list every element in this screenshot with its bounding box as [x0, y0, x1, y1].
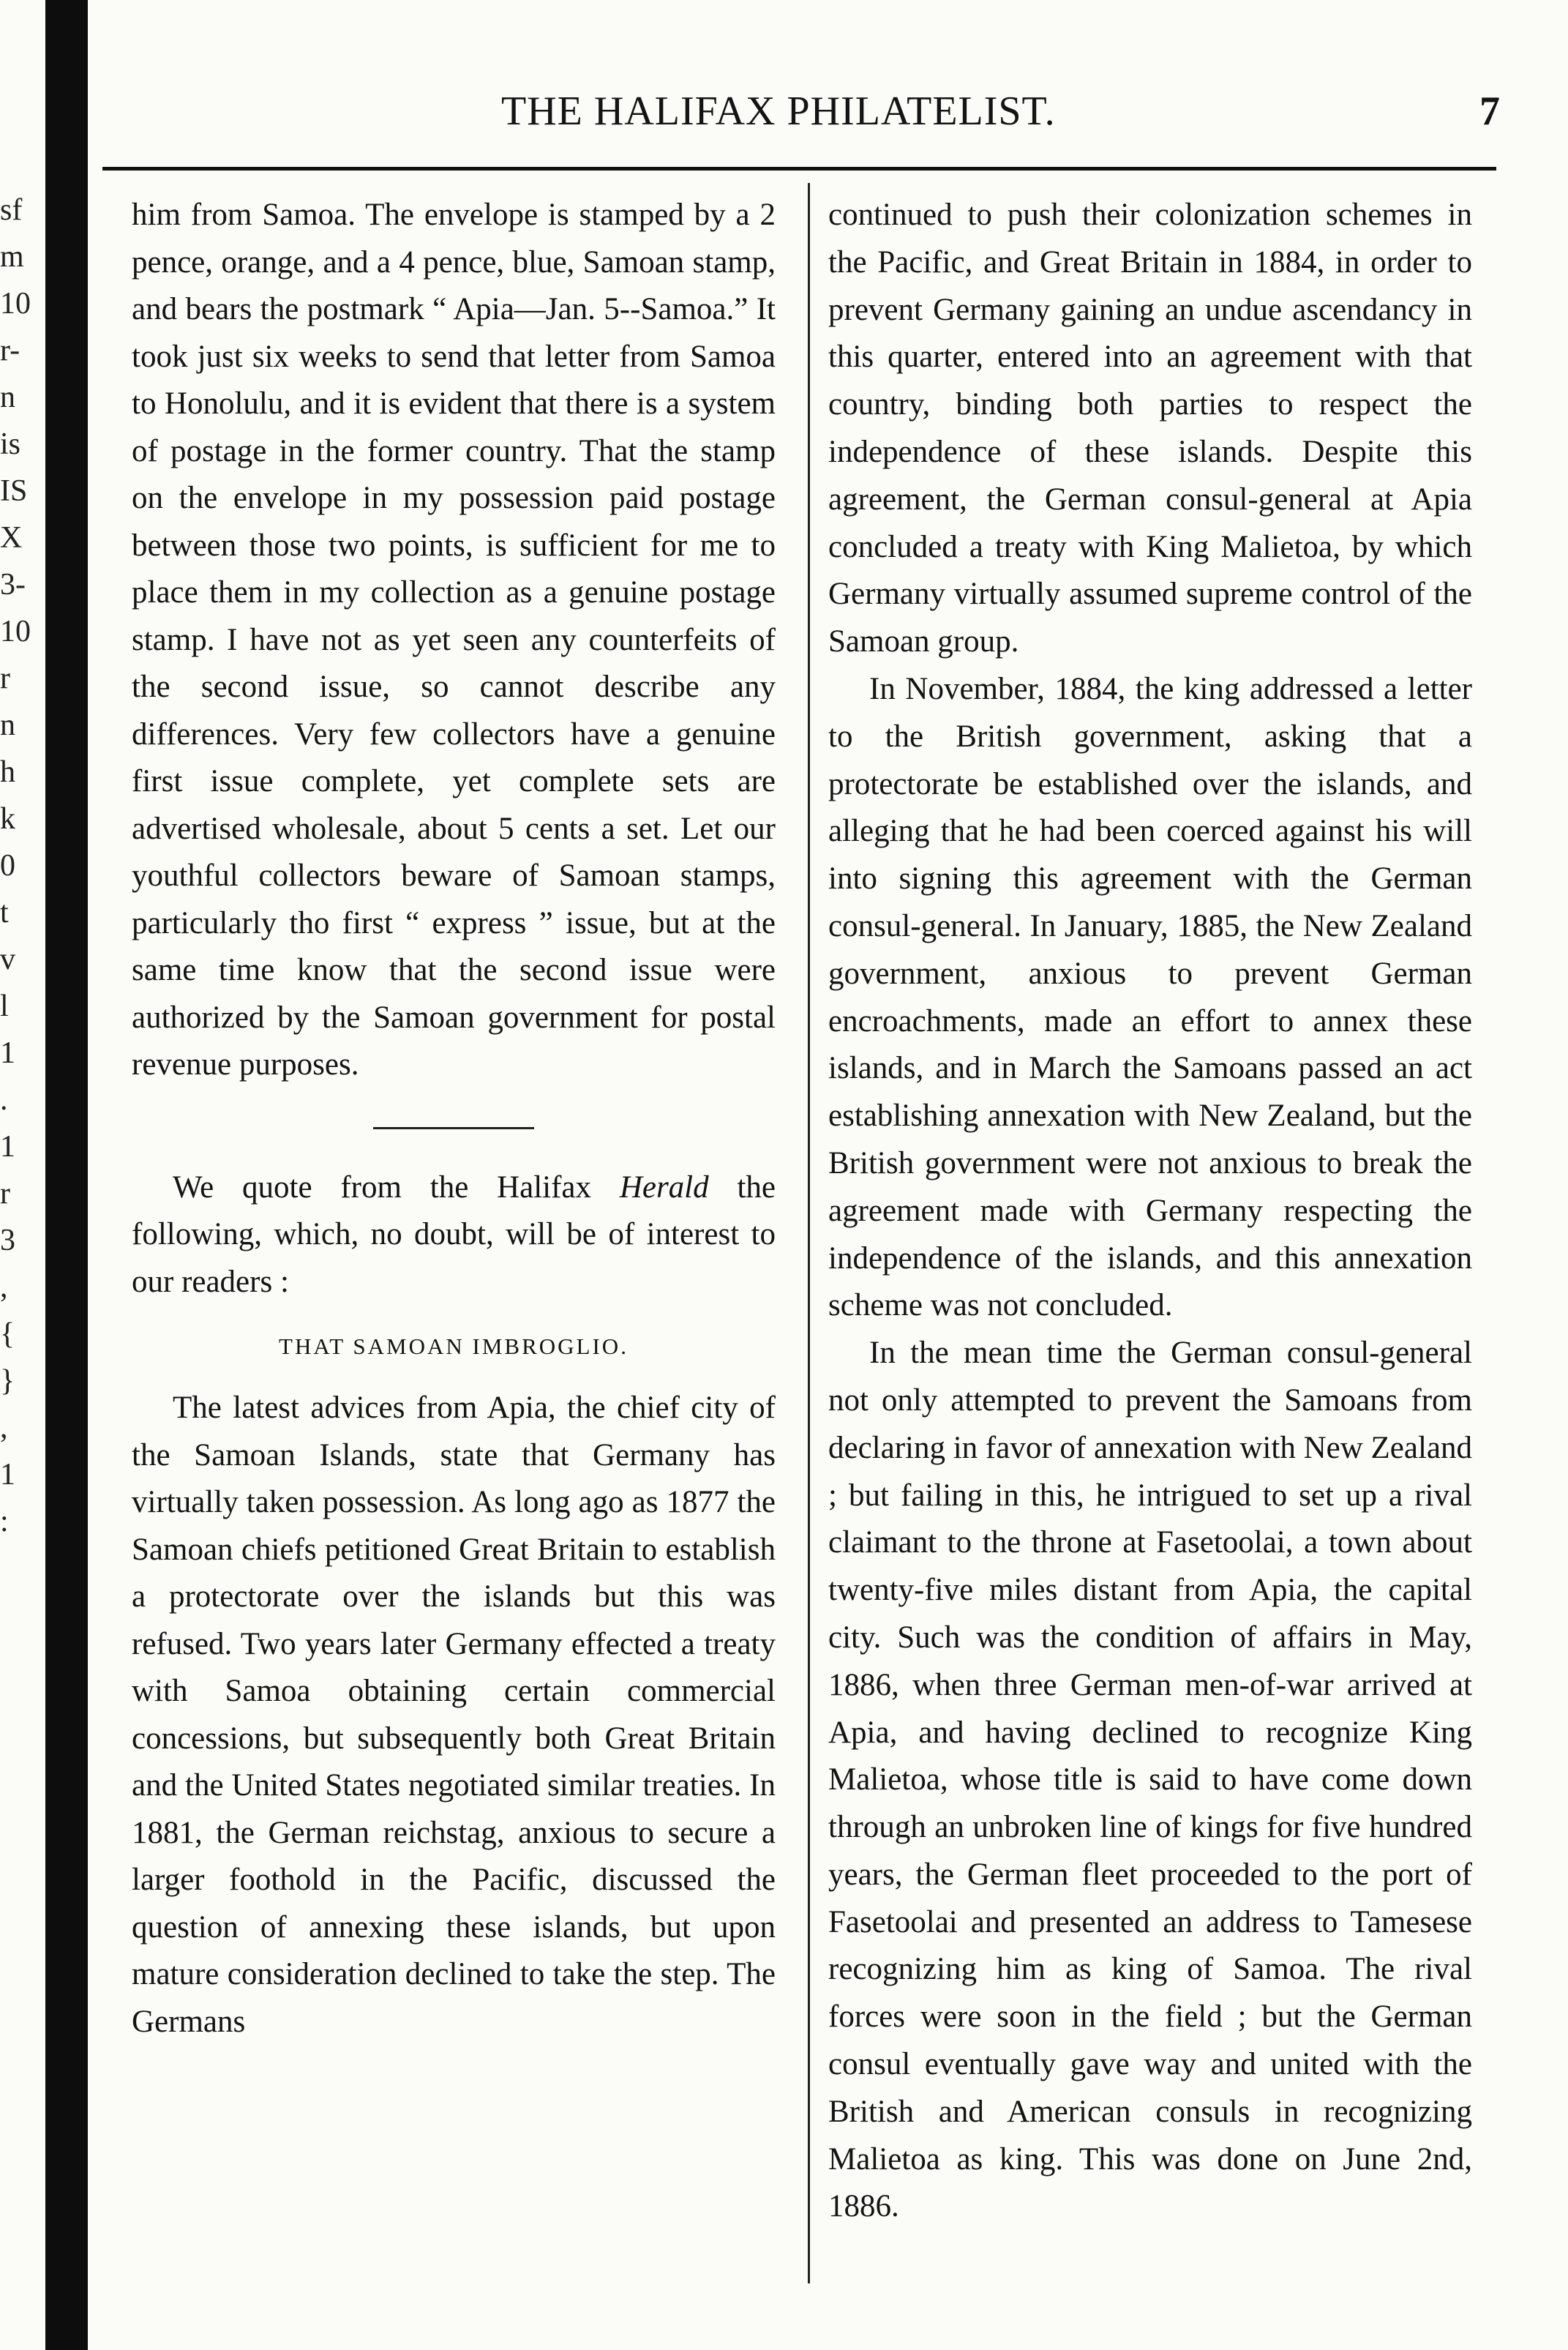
- quote-intro: We quote from the Halifax: [173, 1170, 620, 1205]
- margin-fragment: .: [0, 1083, 8, 1117]
- margin-fragment: sf: [0, 193, 23, 227]
- margin-fragment: n: [0, 708, 15, 742]
- margin-fragment: r: [0, 662, 10, 695]
- margin-fragment: {: [0, 1317, 15, 1351]
- margin-fragment: 3-: [0, 568, 26, 602]
- margin-fragment: :: [0, 1505, 9, 1538]
- margin-fragment: }: [0, 1364, 15, 1398]
- margin-fragment: 10: [0, 615, 31, 648]
- margin-fragment: 3: [0, 1224, 15, 1257]
- right-paragraph-3: In the mean time the German consul-general not only attempted to prevent the Samoans from declaring in favor of annexation with New Zealand ; but failing in this, he intrigued to set up a rival claimant to the throne at Fasetoolai, a town about twenty-five miles distant from Apia, the capital city. Such was the condition of affairs in May, 1886, when three German men-of-war arrived at Apia, and having declined to recognize King Malietoa, whose title is said to have come down through an unbroken line of kings for five hundred years, the German fleet proceeded to the port of Fasetoolai and presented an address to Tamesese recognizing him as king of Samoa. The rival forces were soon in the field ; but the German consul eventually gave way and united with the British and American consuls in recognizing Malietoa as king. This was done on June 2nd, 1886.: [828, 1336, 1472, 2224]
- margin-fragment: 1: [0, 1130, 15, 1164]
- margin-fragment: 0: [0, 849, 15, 883]
- page-number: 7: [1479, 89, 1500, 134]
- margin-fragment: is: [0, 427, 21, 461]
- margin-fragment: r-: [0, 334, 20, 367]
- margin-fragment: m: [0, 240, 24, 274]
- margin-fragment: l: [0, 989, 9, 1023]
- article-subhead: THAT SAMOAN IMBROGLIO.: [279, 1333, 629, 1359]
- column-divider: [808, 183, 810, 2283]
- page-title: THE HALIFAX PHILATELIST.: [501, 89, 1056, 134]
- left-column: [132, 192, 776, 2046]
- margin-fragment: ,: [0, 1271, 8, 1304]
- binding-gutter: [45, 0, 88, 2350]
- margin-fragment: n: [0, 381, 15, 414]
- margin-fragment: v: [0, 943, 15, 976]
- quote-intro-end: the following, which, no doubt, will be of interest to our readers :: [132, 1170, 776, 1299]
- margin-fragment: r: [0, 1177, 10, 1210]
- right-paragraph-2: In November, 1884, the king addressed a letter to the British government, asking that a protectorate be established over the islands, and alleging that he had been coerced against his will into signing this agreement with the German consul-general. In January, 1885, the New Zealand government, anxious to prevent German encroachments, made an effort to annex these islands, and in March the Samoans passed an act establishing annexation with New Zealand, but the British government were not anxious to break the agreement made with Germany respecting the independence of the islands, and this annexation scheme was not concluded.: [828, 671, 1472, 1323]
- right-paragraph-1: continued to push their colonization schemes in the Pacific, and Great Britain in 1884, in order to prevent Germany gaining an undue ascendancy in this quarter, entered into an agreement with that country, binding both parties to respect the independence of these islands. Despite this agreement, the German consul-general at Apia concluded a treaty with King Malietoa, by which Germany virtually assumed supreme control of the Samoan group.: [828, 198, 1472, 659]
- margin-fragment: 10: [0, 287, 31, 321]
- left-paragraph-1: him from Samoa. The envelope is stamped by a 2 pence, orange, and a 4 pence, blue, Samoan stamp, and bears the postmark “ Apia—Jan. 5--Samoa.” It took just six weeks to send that letter from Samoa to Honolulu, and it is evident that there is a system of postage in the former country. That the stamp on the envelope in my possession paid postage between those two points, is sufficient for me to place them in my collection as a genuine postage stamp. I have not as yet seen any counterfeits of the second issue, so cannot describe any differences. Very few collectors have a genuine first issue complete, yet complete sets are advertised wholesale, about 5 cents a set. Let our youthful collectors beware of Samoan stamps, particularly tho first “ express ” issue, but at the same time know that the second issue were authorized by the Samoan government for postal revenue purposes.: [132, 198, 776, 1082]
- header-rule: [102, 167, 1496, 171]
- margin-fragments: [0, 187, 29, 1545]
- margin-fragment: 1: [0, 1458, 15, 1492]
- right-column: [828, 192, 1472, 2231]
- margin-fragment: 1: [0, 1036, 15, 1070]
- margin-fragment: k: [0, 802, 15, 836]
- newspaper-name: Herald: [619, 1170, 709, 1205]
- margin-fragment: X: [0, 521, 23, 555]
- margin-fragment: h: [0, 755, 15, 789]
- left-paragraph-3: The latest advices from Apia, the chief city of the Samoan Islands, state that Germany has virtually taken possession. As long ago as 1877 the Samoan chiefs petitioned Great Britain to establish a protectorate over the islands but this was refused. Two years later Germany effected a treaty with Samoa obtaining certain commercial concessions, but subsequently both Great Britain and the United States negotiated similar treaties. In 1881, the German reichstag, anxious to secure a larger foothold in the Pacific, discussed the question of annexing these islands, but upon mature consideration declined to take the step. The Germans: [132, 1391, 776, 2039]
- section-rule: [373, 1127, 534, 1129]
- margin-fragment: IS: [0, 474, 28, 508]
- left-paragraph-2: [132, 1164, 776, 1306]
- page-header: [139, 88, 1500, 146]
- margin-fragment: t: [0, 896, 9, 929]
- margin-fragment: ,: [0, 1411, 8, 1445]
